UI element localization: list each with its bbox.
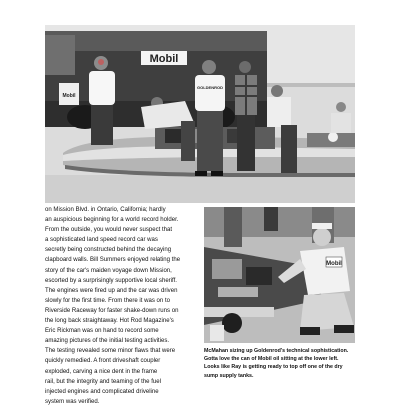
mobil-shirt-badge: Mobil: [326, 261, 342, 267]
body-line: secretly being constructed behind the decaying: [45, 247, 172, 254]
body-line: The testing revealed some minor flaws that were: [45, 348, 176, 355]
goldenrod-shirt-badge: GOLDENROD: [197, 85, 223, 90]
body-line: From the outside, you would never suspect that: [45, 227, 173, 234]
article-body-text: [45, 205, 197, 407]
body-line: Eric Rickman was on hand to record some: [45, 328, 159, 335]
body-line: Riverside Raceway for faster shake-down runs on: [45, 307, 179, 314]
body-line: rail, but the integrity and teaming of the fuel: [45, 378, 161, 385]
body-line: The engines were fired up and the car was driven: [45, 287, 178, 294]
caption-line: McMahan sizing up Goldenrod's technical sophistication.: [204, 348, 349, 354]
mcmahan-photo: [204, 207, 355, 343]
body-line: exploded, carving a nice dent in the frame: [45, 368, 158, 375]
body-line: injected engines and complicated driveline: [45, 388, 159, 395]
body-line: escorted by a surprisingly supportive local sheriff.: [45, 277, 177, 284]
body-line: the long back straightaway. Hot Rod Magazine's: [45, 318, 174, 325]
mobil-cart-text: Mobil: [62, 93, 76, 99]
caption-line: Gotta love the can of Mobil oil sitting at the lower left.: [204, 356, 339, 363]
goldenrod-crew-photo: [45, 25, 355, 203]
body-line: an auspicious beginning for a world record holder.: [45, 217, 179, 224]
body-line: slowly for the first time. From there it was on to: [45, 297, 171, 304]
caption-line: Looks like Ray is getting ready to top off one of the dry: [204, 364, 343, 371]
body-line: quickly remedied. A front driveshaft coupler: [45, 358, 161, 365]
photo-caption: [204, 347, 355, 380]
mobil-sign-text: Mobil: [149, 53, 179, 65]
body-line: clapboard walls. Bill Summers enjoyed relating the: [45, 257, 181, 264]
mcmahan-photo-art: [204, 207, 355, 343]
body-line: story of the car's maiden voyage down Mission,: [45, 267, 172, 274]
goldenrod-crew-photo-art: [45, 25, 355, 203]
caption-line: sump supply tanks.: [204, 372, 254, 379]
body-line: system was verified.: [45, 398, 100, 405]
body-line: amazing pictures of the initial testing activities.: [45, 338, 170, 345]
body-line: a sophisticated land speed record car was: [45, 237, 158, 244]
body-line: on Mission Blvd. in Ontario, California; hardly: [45, 207, 166, 213]
